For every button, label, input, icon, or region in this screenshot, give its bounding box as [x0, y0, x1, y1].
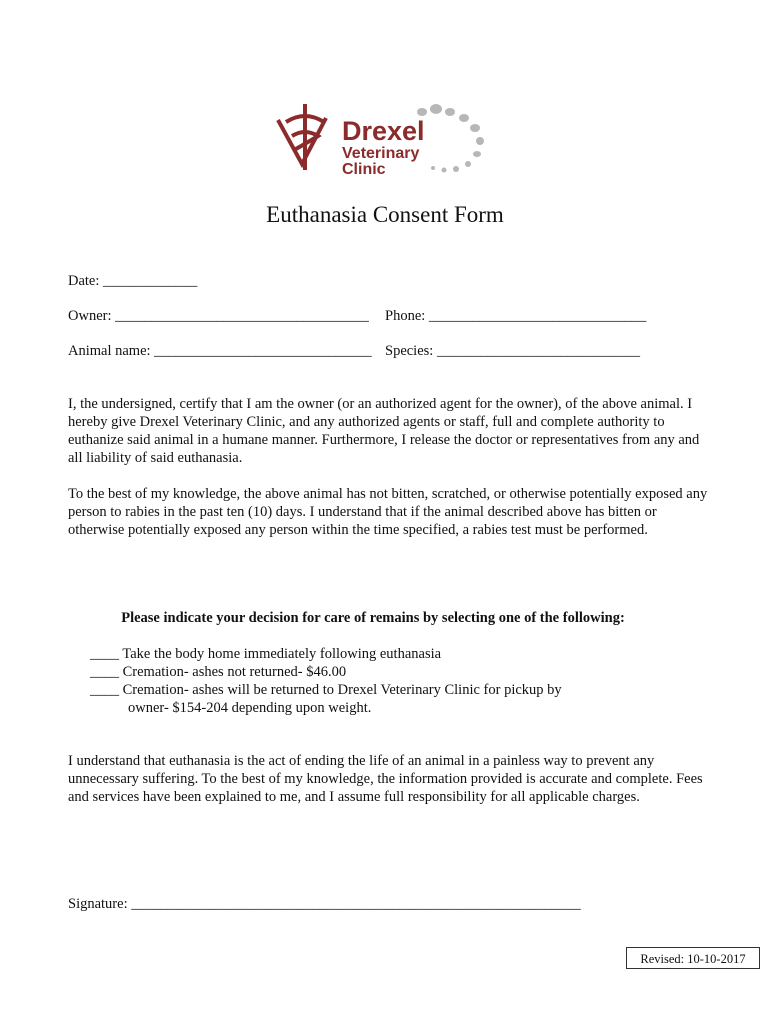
phone-field[interactable]: Phone: ______________________________ [385, 308, 647, 324]
revised-date-box: Revised: 10-10-2017 [626, 947, 760, 969]
option-take-body-home[interactable]: ____ Take the body home immediately following euthanasia [90, 646, 442, 662]
animal-name-field[interactable]: Animal name: ______________________________ [68, 343, 372, 359]
option-cremation-returned-detail: owner- $154-204 depending upon weight. [128, 700, 372, 716]
consent-paragraph: I, the undersigned, certify that I am the owner (or an authorized agent for the owner), of the above animal. I hereby give Drexel Veterinary Clinic, and any authorized agents or staff, full and complete authority to euthanize said animal in a humane manner. Furthermore, I release the doctor or representatives from any and all liability of said euthanasia. [68, 396, 700, 466]
form-title: Euthanasia Consent Form [266, 202, 504, 227]
logo-line1: Drexel [342, 116, 425, 146]
species-field[interactable]: Species: ____________________________ [385, 343, 640, 359]
remains-heading: Please indicate your decision for care of remains by selecting one of the following: [121, 610, 625, 626]
clinic-logo-graphic [272, 100, 492, 178]
option-cremation-not-returned[interactable]: ____ Cremation- ashes not returned- $46.00 [90, 664, 347, 680]
rabies-paragraph: To the best of my knowledge, the above animal has not bitten, scratched, or otherwise potentially exposed any person to rabies in the past ten (10) days. I understand that if the animal described above has bitten or otherwise potentially exposed any person within the time specified, a rabies test must be performed. [68, 486, 708, 538]
understanding-paragraph: I understand that euthanasia is the act of ending the life of an animal in a painless way to prevent any unnecessary suffering. To the best of my knowledge, the information provided is accurate and complete. Fees and services have been explained to me, and I assume full responsibility for all applicable charges. [68, 753, 703, 805]
vet-caduceus-icon [278, 104, 326, 170]
decorative-dots [417, 104, 484, 173]
owner-field[interactable]: Owner: ___________________________________ [68, 308, 369, 324]
date-field[interactable]: Date: _____________ [68, 273, 198, 289]
signature-field[interactable]: Signature: ______________________________________________________________ [68, 896, 581, 912]
clinic-logo [272, 100, 492, 178]
option-cremation-returned[interactable]: ____ Cremation- ashes will be returned to Drexel Veterinary Clinic for pickup by [90, 682, 562, 698]
logo-line3: Clinic [342, 161, 386, 178]
logo-line2: Veterinary [342, 145, 420, 162]
